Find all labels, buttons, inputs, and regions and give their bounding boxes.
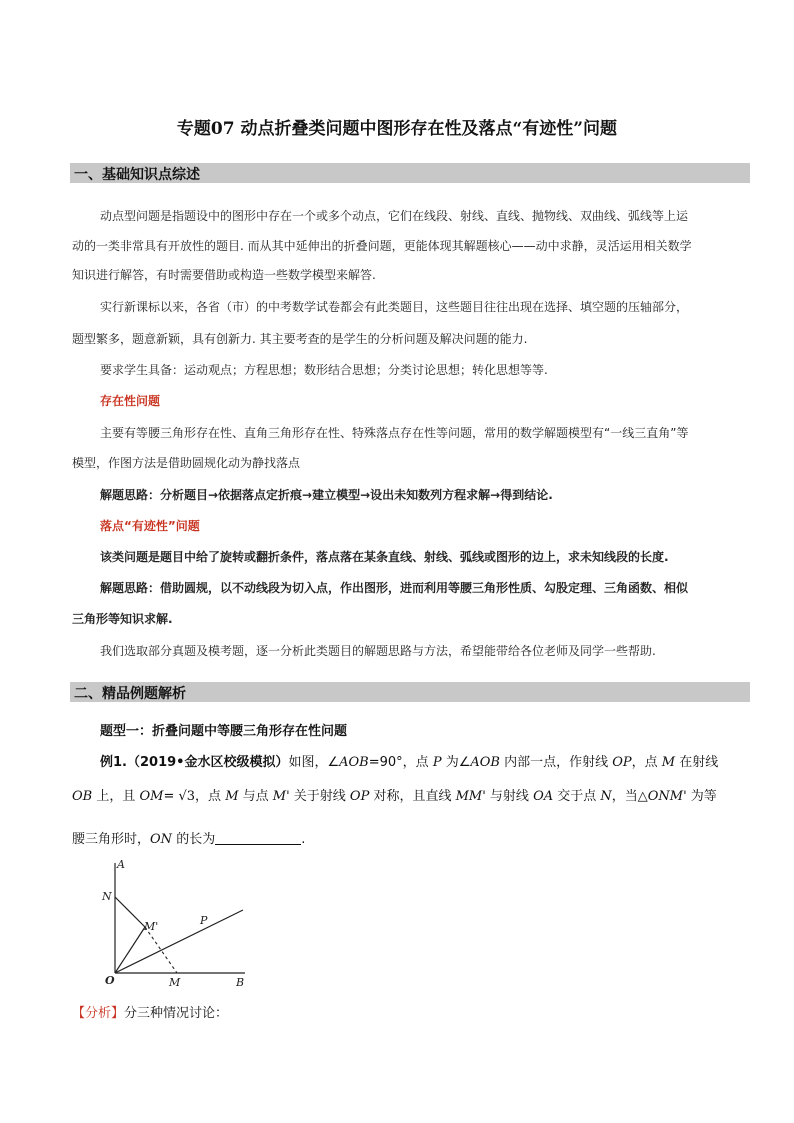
paragraph: 主要有等腰三角形存在性、直角三角形存在性、特殊落点存在性等问题，常用的数学解题模型有“一线三直角”等 <box>100 426 689 440</box>
label-O: O <box>105 974 115 987</box>
segment-nm1 <box>115 897 145 927</box>
paragraph: 知识进行解答，有时需要借助或构造一些数学模型来解答. <box>72 268 376 282</box>
paragraph: 题型繁多，题意新颖，具有创新力. 其主要考查的是学生的分析问题及解决问题的能力. <box>72 332 528 346</box>
geometry-figure <box>95 855 255 995</box>
paragraph: 要求学生具备：运动观点；方程思想；数形结合思想；分类讨论思想；转化思想等等. <box>100 363 548 377</box>
label-A: A <box>117 858 125 871</box>
analysis-tag: 【分析】 <box>72 1006 125 1021</box>
solution-idea-2: 解题思路：借助圆规，以不动线段为切入点，作出图形，进而利用等腰三角形性质、勾股定理、三角函数、相似 <box>100 581 689 595</box>
label-N: N <box>102 890 112 903</box>
label-P: P <box>200 914 208 927</box>
label-M: M <box>169 976 181 989</box>
question-type-heading: 题型一：折叠问题中等腰三角形存在性问题 <box>100 724 348 739</box>
paragraph: 实行新课标以来，各省（市）的中考数学试卷都会有此类题目，这些题目往往出现在选择、填空题的压轴部分， <box>100 300 689 314</box>
example-1-line-2: OB 上，且 OM= √3，点 M 与点 M' 关于射线 OP 对称，且直线 MM' 与射线 OA 交于点 N，当△ONM' 为等 <box>72 789 717 804</box>
section-header-2 <box>70 682 750 702</box>
example-1-line-3: 腰三角形时，ON 的长为 . <box>72 832 306 847</box>
page-title: 专题07 动点折叠类问题中图形存在性及落点“有迹性”问题 <box>176 119 618 139</box>
section-header-1 <box>70 163 750 183</box>
paragraph: 模型，作图方法是借助圆规化动为静找落点 <box>72 456 301 470</box>
section-header-2-label: 二、精品例题解析 <box>74 686 186 702</box>
analysis-line: 【分析】分三种情况讨论： <box>72 1006 229 1021</box>
label-B: B <box>236 976 245 989</box>
solution-idea-1: 解题思路：分析题目→依据落点定折痕→建立模型→设出未知数列方程求解→得到结论. <box>100 488 553 502</box>
paragraph: 我们选取部分真题及模考题，逐一分析此类题目的解题思路与方法，希望能带给各位老师及同学一些帮助. <box>100 644 656 658</box>
ray-op <box>115 910 243 973</box>
subheading-trace: 落点“有迹性”问题 <box>100 519 200 533</box>
example-1-line-1: 例1.（2019•金水区校级模拟）如图，∠AOB=90°，点 P 为∠AOB 内部一点，作射线 OP，点 M 在射线 <box>100 755 719 770</box>
answer-blank <box>215 832 301 845</box>
subheading-existence: 存在性问题 <box>100 394 161 408</box>
paragraph: 该类问题是题目中给了旋转或翻折条件，落点落在某条直线、射线、弧线或图形的边上，求未知线段的长度. <box>100 550 669 564</box>
section-header-1-label: 一、基础知识点综述 <box>74 167 200 183</box>
label-M1: M' <box>144 920 159 933</box>
solution-idea-2-cont: 三角形等知识求解. <box>72 612 173 626</box>
paragraph: 动点型问题是指题设中的图形中存在一个或多个动点，它们在线段、射线、直线、抛物线、双曲线、弧线等上运 <box>100 209 689 223</box>
paragraph: 动的一类非常具有开放性的题目. 而从其中延伸出的折叠问题，更能体现其解题核心——动中求静，灵活运用相关数学 <box>72 239 692 253</box>
